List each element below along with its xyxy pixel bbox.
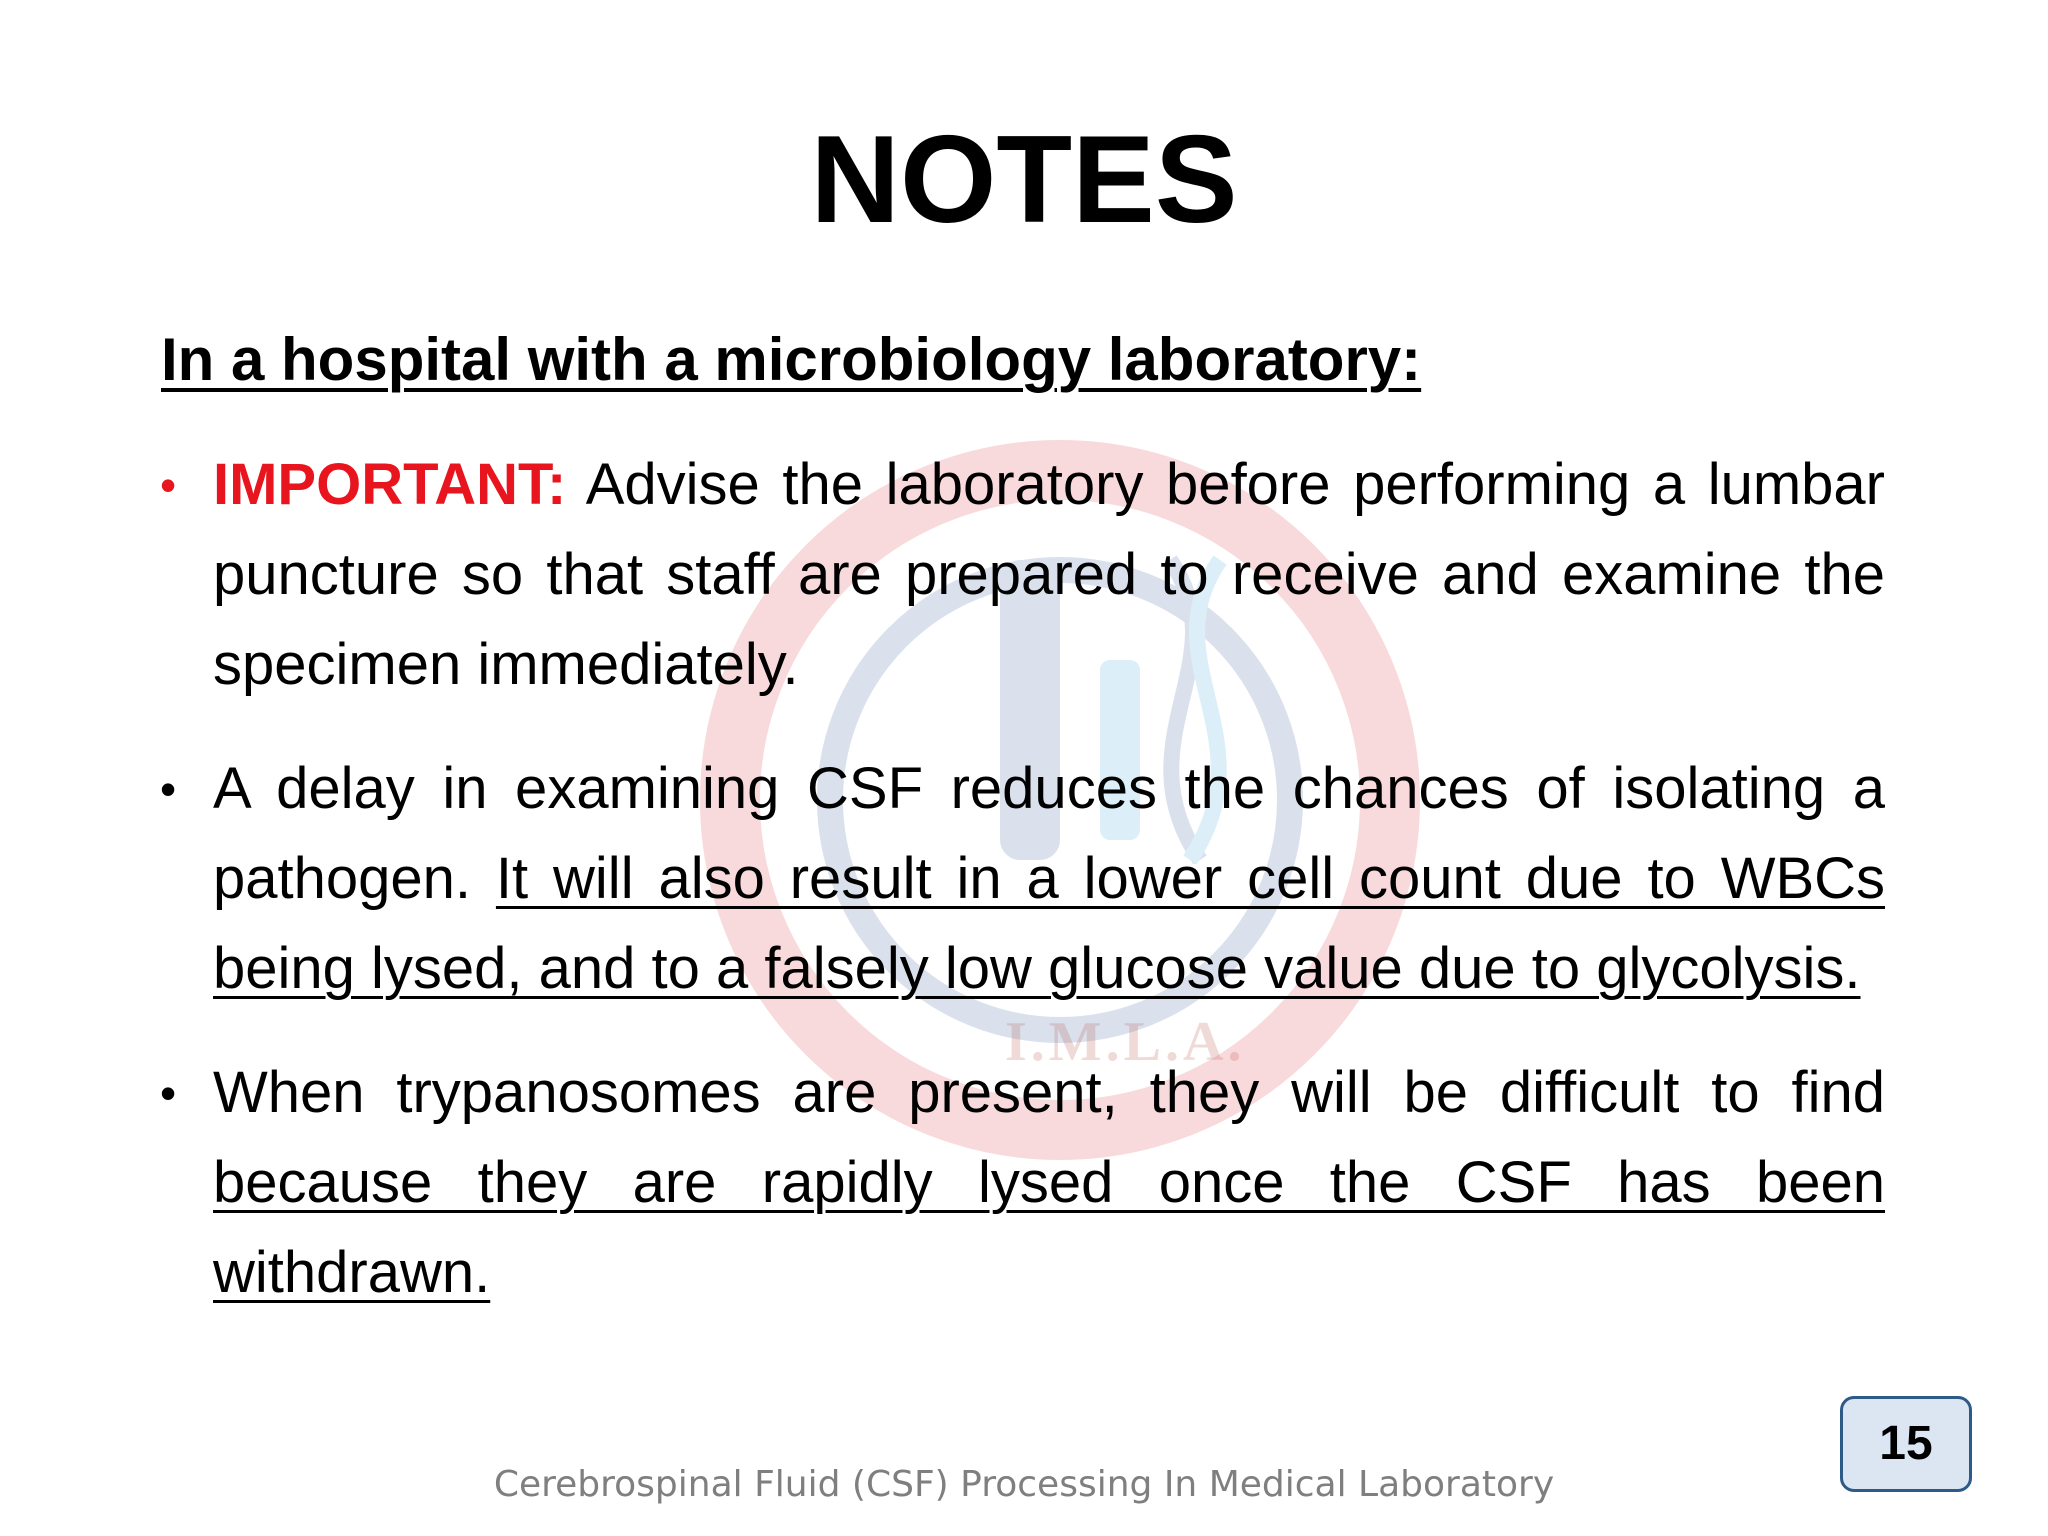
bullet-text: Advise the laboratory before performing a lumbar puncture so that staff are prepared to receive and examine the specimen immediately. (213, 452, 1885, 697)
page-number-badge: 15 (1840, 1396, 1972, 1492)
bullet-item-delay (160, 744, 1885, 1014)
bullet-text: A delay in examining CSF reduces the chances of isolating a pathogen. (213, 756, 1885, 911)
bullet-item-trypanosomes (160, 1048, 1885, 1318)
slide-footer: Cerebrospinal Fluid (CSF) Processing In Medical Laboratory (493, 1464, 1555, 1505)
slide-title: NOTES (810, 111, 1238, 249)
bullet-marker-icon: • (160, 1067, 177, 1119)
bullet-text: When trypanosomes are present, they will be difficult to find (213, 1060, 1885, 1125)
bullet-marker-icon: • (160, 459, 177, 511)
bullet-item-important (160, 440, 1885, 710)
bullet-underlined-text: It will also result in a lower cell count due to WBCs being lysed, and to a falsely low glucose value due to glycolysis. (213, 846, 1886, 1001)
important-label: IMPORTANT: (213, 452, 567, 517)
bullet-marker-icon: • (160, 763, 177, 815)
bullet-list (160, 440, 1885, 1352)
watermark-text: I.M.L.A. (1005, 1011, 1246, 1073)
bullet-underlined-text: because they are rapidly lysed once the CSF has been withdrawn. (213, 1150, 1885, 1305)
slide-subtitle: In a hospital with a microbiology laboratory: (161, 326, 1422, 393)
